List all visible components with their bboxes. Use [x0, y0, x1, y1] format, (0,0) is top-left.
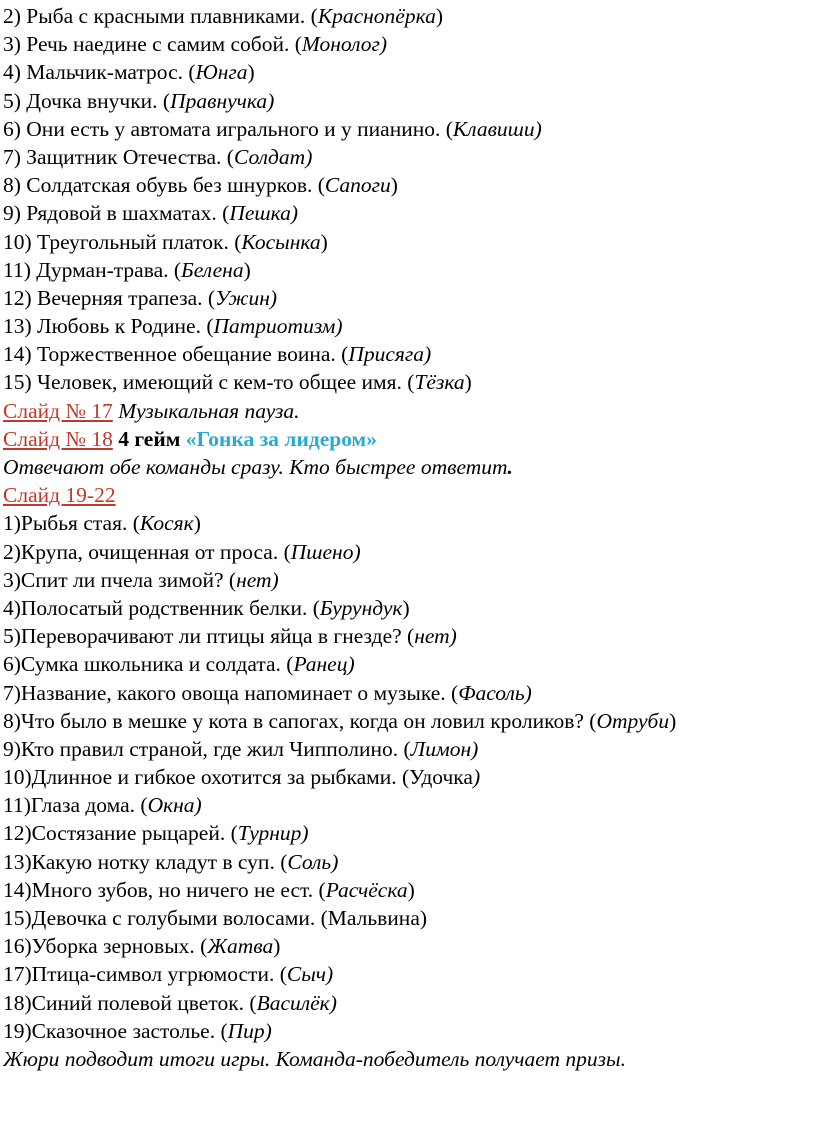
riddle-answer: Косяк [139, 511, 194, 536]
riddle-answer: Присяга) [348, 342, 432, 367]
riddle-answer: Клавиши) [452, 116, 542, 141]
riddle-item: 6)Сумка школьника и солдата. (Ранец) [3, 652, 355, 677]
music-pause-text: Музыкальная пауза. [112, 398, 300, 423]
riddle-item: 17)Птица-символ угрюмости. (Сыч) [3, 962, 334, 987]
riddle-answer: Фасоль) [458, 680, 532, 705]
riddle-item: 9) Рядовой в шахматах. (Пешка) [3, 201, 299, 226]
riddle-answer: Жатва [207, 934, 274, 959]
riddle-answer: Монолог) [301, 32, 388, 57]
riddle-answer: Краснопёрка [317, 4, 436, 28]
riddle-answer: Патриотизм) [213, 314, 343, 339]
riddle-item: 18)Синий полевой цветок. (Василёк) [3, 990, 337, 1015]
riddle-answer: Сапоги [324, 173, 391, 198]
riddle-answer: Косынка [241, 229, 321, 254]
instruction-line: Отвечают обе команды сразу. Кто быстрее ответит. [3, 455, 513, 479]
riddle-item: 2)Крупа, очищенная от проса. (Пшено) [3, 539, 361, 564]
slide-18-link[interactable]: Слайд № 18 [3, 426, 113, 451]
riddle-answer: Окна) [147, 793, 202, 818]
riddle-answer: Пшено) [290, 539, 361, 564]
riddle-item: 5) Дочка внучки. (Правнучка) [3, 88, 275, 113]
document-page [3, 2, 813, 1073]
riddle-answer: Турнир) [237, 821, 309, 846]
riddle-item: 4) Мальчик-матрос. (Юнга) [3, 60, 255, 85]
riddle-item: 2) Рыба с красными плавниками. (Краснопёрка) [3, 4, 444, 28]
riddle-item: 5)Переворачивают ли птицы яйца в гнезде? (нет) [3, 624, 457, 649]
riddle-item: 11)Глаза дома. (Окна) [3, 793, 202, 818]
riddle-answer: Солдат) [233, 144, 313, 169]
riddle-answer: Расчёска [325, 877, 408, 902]
riddle-item: 14) Торжественное обещание воина. (Присяга) [3, 342, 432, 367]
riddle-item: 6) Они есть у автомата игрального и у пианино. (Клавиши) [3, 116, 542, 141]
slide-18-line [3, 425, 813, 453]
slide-17-link[interactable]: Слайд № 17 [3, 398, 113, 423]
riddle-item: 11) Дурман-трава. (Белена) [3, 257, 251, 282]
riddle-answer: Отруби [596, 708, 670, 733]
riddle-item: 19)Сказочное застолье. (Пир) [3, 1018, 272, 1043]
slide-19-link[interactable]: Слайд 19-22 [3, 483, 116, 508]
riddle-answer: Василёк) [256, 990, 337, 1015]
riddle-answer: Белена [181, 257, 244, 282]
riddle-item: 1)Рыбья стая. (Косяк) [3, 511, 201, 536]
riddle-answer: Соль) [287, 849, 339, 874]
riddle-item: 8) Солдатская обувь без шнурков. (Сапоги) [3, 173, 398, 198]
riddle-answer: нет) [236, 567, 279, 592]
riddle-item: 12) Вечерняя трапеза. (Ужин) [3, 285, 278, 310]
riddle-answer: Бурундук [319, 595, 403, 620]
riddle-item: 13) Любовь к Родине. (Патриотизм) [3, 314, 343, 339]
riddle-answer: Юнга [195, 60, 248, 85]
riddle-item: 9)Кто правил страной, где жил Чипполино. (Лимон) [3, 736, 479, 761]
riddle-item: 4)Полосатый родственник белки. (Бурундук) [3, 595, 410, 620]
riddle-answer: Пешка) [229, 201, 299, 226]
riddle-item: 7) Защитник Отечества. (Солдат) [3, 144, 313, 169]
riddle-item: 7)Название, какого овоща напоминает о музыке. (Фасоль) [3, 680, 532, 705]
riddle-answer: Лимон) [410, 736, 479, 761]
riddle-item: 16)Уборка зерновых. (Жатва) [3, 934, 281, 959]
slide-19-line [3, 481, 813, 509]
riddle-item: 3) Речь наедине с самим собой. (Монолог) [3, 32, 388, 57]
riddle-item: 13)Какую нотку кладут в суп. (Соль) [3, 849, 339, 874]
game-number: 4 гейм [112, 426, 186, 451]
riddle-answer: Правнучка) [170, 88, 275, 113]
riddle-answer: Тёзка [414, 370, 465, 395]
riddle-answer: Ранец) [293, 652, 355, 677]
riddle-answer: Сыч) [286, 962, 334, 987]
instruction-text: Отвечают обе команды сразу. Кто быстрее ответит [3, 455, 508, 479]
riddle-answer: ) [472, 765, 481, 790]
riddle-item: 12)Состязание рыцарей. (Турнир) [3, 821, 309, 846]
riddle-item: 14)Много зубов, но ничего не ест. (Расчёска) [3, 877, 415, 902]
riddle-item: 15)Девочка с голубыми волосами. (Мальвина) [3, 906, 428, 930]
riddle-list-2 [3, 509, 813, 1045]
riddle-item: 10) Треугольный платок. (Косынка) [3, 229, 328, 254]
riddle-list-1 [3, 2, 813, 397]
game-title: «Гонка за лидером» [185, 426, 377, 451]
riddle-item: 10)Длинное и гибкое охотится за рыбками. (Удочка) [3, 765, 481, 790]
riddle-answer: Ужин) [215, 285, 278, 310]
slide-17-line [3, 397, 813, 425]
riddle-item: 3)Спит ли пчела зимой? (нет) [3, 567, 279, 592]
riddle-item: 8)Что было в мешке у кота в сапогах, когда он ловил кроликов? (Отруби) [3, 708, 677, 733]
closing-text: Жюри подводит итоги игры. Команда-победитель получает призы. [3, 1046, 626, 1071]
riddle-answer: Пир) [227, 1018, 272, 1043]
riddle-answer: нет) [414, 624, 457, 649]
riddle-item: 15) Человек, имеющий с кем-то общее имя. (Тёзка) [3, 370, 472, 395]
